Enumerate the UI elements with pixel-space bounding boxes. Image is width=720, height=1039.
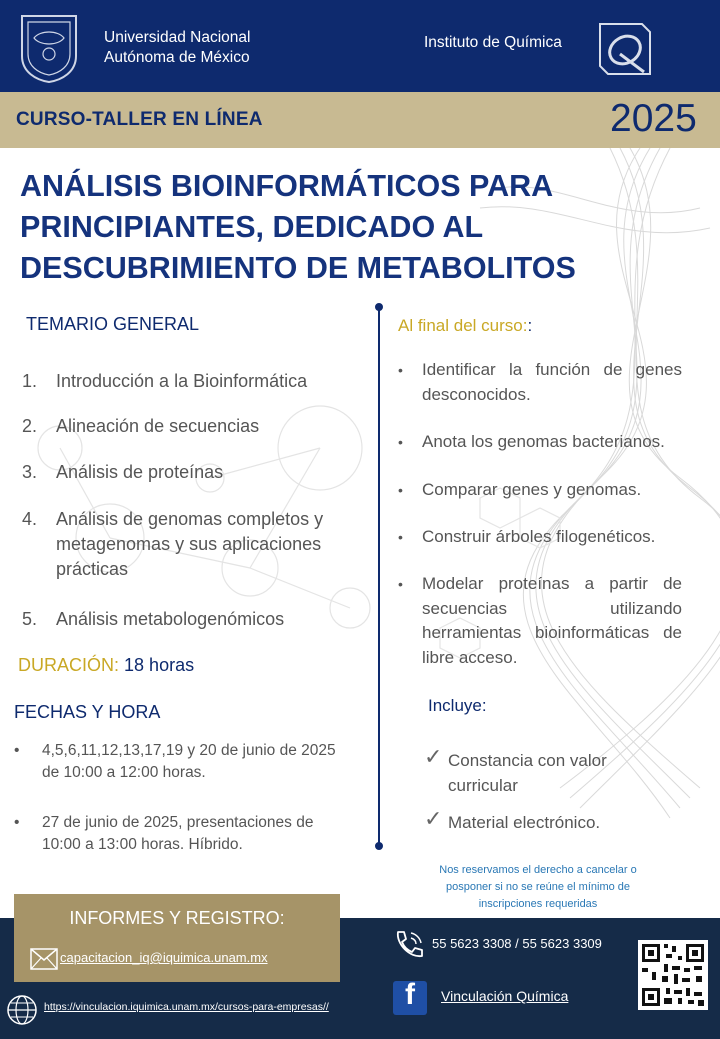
date-text: 27 de junio de 2025, presentaciones de 10:00 a 13:00 horas. Híbrido. — [42, 814, 314, 853]
objective-text: Construir árboles filogenéticos. — [422, 527, 656, 546]
temario-topic — [22, 507, 362, 583]
university-name-line1: Universidad Nacional — [104, 29, 251, 46]
divider-dot — [375, 842, 383, 850]
column-divider — [378, 306, 380, 846]
includes-item — [424, 744, 644, 800]
objective-item — [398, 358, 684, 408]
email-link[interactable]: capacitacion_iq@iquimica.unam.mx — [60, 950, 268, 965]
topic-text: Análisis de genomas completos y metagenomas y sus aplicaciones prácticas — [56, 509, 324, 579]
objectives-heading — [398, 316, 532, 336]
date-item — [14, 740, 344, 786]
bullet: • — [398, 434, 403, 450]
date-item — [14, 812, 344, 880]
objective-text: Identificar la función de genes desconocidos. — [422, 360, 682, 404]
includes-heading: Incluye: — [428, 696, 487, 715]
course-title — [20, 166, 660, 289]
objective-item — [398, 430, 684, 456]
divider-dot — [375, 303, 383, 311]
institute-logo — [590, 16, 658, 84]
dates-heading: FECHAS Y HORA — [14, 702, 161, 722]
course-title-line1: ANÁLISIS BIOINFORMÁTICOS PARA — [20, 169, 554, 203]
bullet: • — [398, 576, 403, 592]
bullet: • — [14, 742, 20, 759]
unam-crest-logo — [18, 12, 80, 84]
phone-numbers: 55 5623 3308 / 55 5623 3309 — [432, 936, 602, 951]
duration-value: 18 horas — [124, 655, 195, 675]
university-name — [104, 28, 250, 68]
topic-text: Introducción a la Bioinformática — [56, 371, 308, 391]
objectives-heading-label: Al final del curso: — [398, 316, 528, 335]
temario-topic — [22, 369, 362, 395]
course-title-line2: PRINCIPIANTES, DEDICADO AL — [20, 210, 484, 244]
institute-name: Instituto de Química — [424, 34, 562, 51]
phone-icon — [392, 928, 426, 962]
course-type-label: CURSO-TALLER EN LÍNEA — [16, 109, 263, 130]
objective-item — [398, 572, 684, 672]
topic-number: 5. — [22, 609, 38, 629]
bullet: • — [14, 814, 20, 831]
topic-number: 2. — [22, 416, 38, 436]
duration-label: DURACIÓN: — [18, 655, 120, 675]
checkmark-icon: ✓ — [424, 744, 443, 769]
topic-number: 3. — [22, 462, 38, 482]
topic-text: Análisis metabologenómicos — [56, 609, 285, 629]
includes-text: Material electrónico. — [448, 813, 601, 832]
objective-text: Anota los genomas bacterianos. — [422, 432, 665, 451]
facebook-icon-glyph: f — [405, 978, 415, 1011]
includes-item — [424, 806, 644, 836]
topic-number: 1. — [22, 371, 38, 391]
checkmark-icon: ✓ — [424, 806, 443, 831]
duration — [18, 655, 194, 676]
course-year: 2025 — [610, 97, 697, 140]
objective-item — [398, 478, 684, 504]
temario-topic — [22, 414, 362, 440]
qr-code[interactable] — [638, 940, 708, 1010]
date-text: 4,5,6,11,12,13,17,19 y 20 de junio de 2025 de 10:00 a 12:00 horas. — [42, 742, 336, 781]
objective-text: Modelar proteínas a partir de secuencias utilizando herramientas bioinformáticas de libre acceso. — [422, 574, 682, 667]
objectives-heading-colon: : — [527, 316, 533, 335]
website-link[interactable]: https://vinculacion.iquimica.unam.mx/cursos-para-empresas// — [44, 1001, 329, 1013]
temario-heading: TEMARIO GENERAL — [26, 314, 200, 334]
temario-topic — [22, 607, 362, 633]
university-name-line2: Autónoma de México — [104, 49, 250, 66]
mail-icon — [30, 948, 58, 970]
topic-text: Alineación de secuencias — [56, 416, 260, 436]
bullet: • — [398, 362, 403, 378]
course-title-line3: DESCUBRIMIENTO DE METABOLITOS — [20, 251, 576, 285]
includes-text: Constancia con valor curricular — [448, 751, 607, 795]
bullet: • — [398, 482, 403, 498]
objective-item — [398, 525, 684, 551]
facebook-link[interactable]: Vinculación Química — [441, 988, 569, 1004]
topic-number: 4. — [22, 509, 38, 529]
bullet: • — [398, 529, 403, 545]
registration-title: INFORMES Y REGISTRO: — [69, 908, 285, 928]
temario-topic — [22, 460, 362, 486]
topic-text: Análisis de proteínas — [56, 462, 224, 482]
objective-text: Comparar genes y genomas. — [422, 480, 642, 499]
disclaimer-note: Nos reservamos el derecho a cancelar o posponer si no se reúne el mínimo de inscripciones requeridas — [439, 864, 637, 910]
globe-icon — [6, 994, 38, 1026]
